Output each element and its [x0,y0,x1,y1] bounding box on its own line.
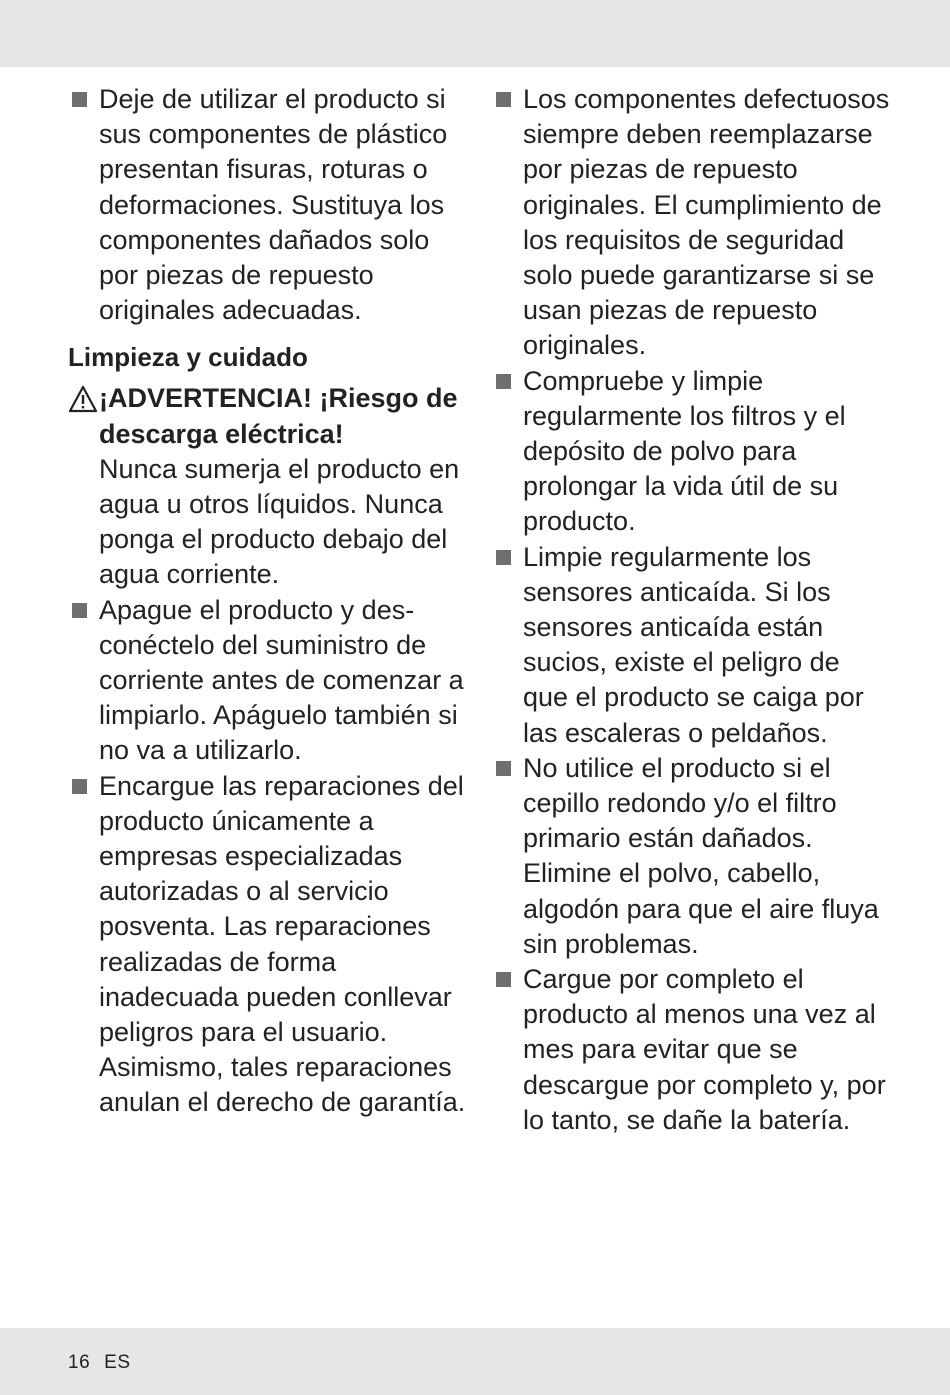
square-bullet-icon [496,972,511,987]
right-column [492,82,892,1138]
list-item-text: Limpie regularmente los sensores anticaída. Si los sensores anticaída están sucios, existe el peligro de que el producto se caiga por las escaleras o peldaños. [523,541,864,748]
page-number: 16 [68,1352,91,1373]
square-bullet-icon [496,761,511,776]
header-band [0,0,950,67]
list-item-text: Deje de utilizar el producto si sus componentes de plástico presentan fisuras, roturas o deformaciones. Sustituya los componentes dañados solo por piezas de repuesto originales adecuadas. [99,84,448,326]
list-item-text: No utilice el producto si el cepillo redondo y/o el filtro primario están dañados. Elimine el polvo, cabello, algodón para que el aire fluya sin problemas. [523,752,879,959]
list-item-text: Apague el producto y desconéctelo del suministro de corriente antes de comenzar a limpiarlo. Apáguelo también si no va a utilizarlo. [99,594,464,766]
list-item [492,751,892,962]
list-item [492,364,892,540]
section-heading: Limpieza y cuidado [68,342,308,373]
list-item [68,769,468,1121]
square-bullet-icon [72,603,87,618]
list-item-text: Los componentes defectuosos siempre deben reemplazarse por piezas de repuesto originales. El cumplimiento de los requisitos de seguridad solo puede garantizarse si se usan piezas de repuesto originales. [523,84,890,361]
warning-block [68,381,468,592]
list-item [492,82,892,364]
warning-body: Nunca sumerja el producto en agua u otros líquidos. Nunca ponga el producto debajo del agua corriente. [99,453,460,590]
warning-triangle-icon [68,385,98,413]
page-footer [68,1352,145,1374]
left-column [68,82,468,1121]
list-item [68,593,468,769]
list-item [492,540,892,751]
square-bullet-icon [72,779,87,794]
square-bullet-icon [496,550,511,565]
list-item-text: Compruebe y limpie regularmente los filtros y el depósito de polvo para prolongar la vida útil de su producto. [523,365,846,537]
list-item-text: Cargue por completo el producto al menos una vez al mes para evitar que se descargue por completo y, por lo tanto, se dañe la batería. [523,964,886,1135]
square-bullet-icon [496,92,511,107]
language-code: ES [104,1352,131,1373]
list-item-text: Encargue las reparaciones del producto únicamente a empresas especializadas autorizadas o al servicio posventa. Las reparaciones realizadas de forma inadecuada pueden conllevar peligros para el usuario. Asimismo, tales reparaciones anulan el derecho de garantía. [99,770,466,1118]
list-item [68,82,468,328]
square-bullet-icon [72,92,87,107]
list-item [492,962,892,1138]
warning-title: ¡ADVERTENCIA! ¡Riesgo de descarga eléctrica! [99,383,458,449]
square-bullet-icon [496,374,511,389]
